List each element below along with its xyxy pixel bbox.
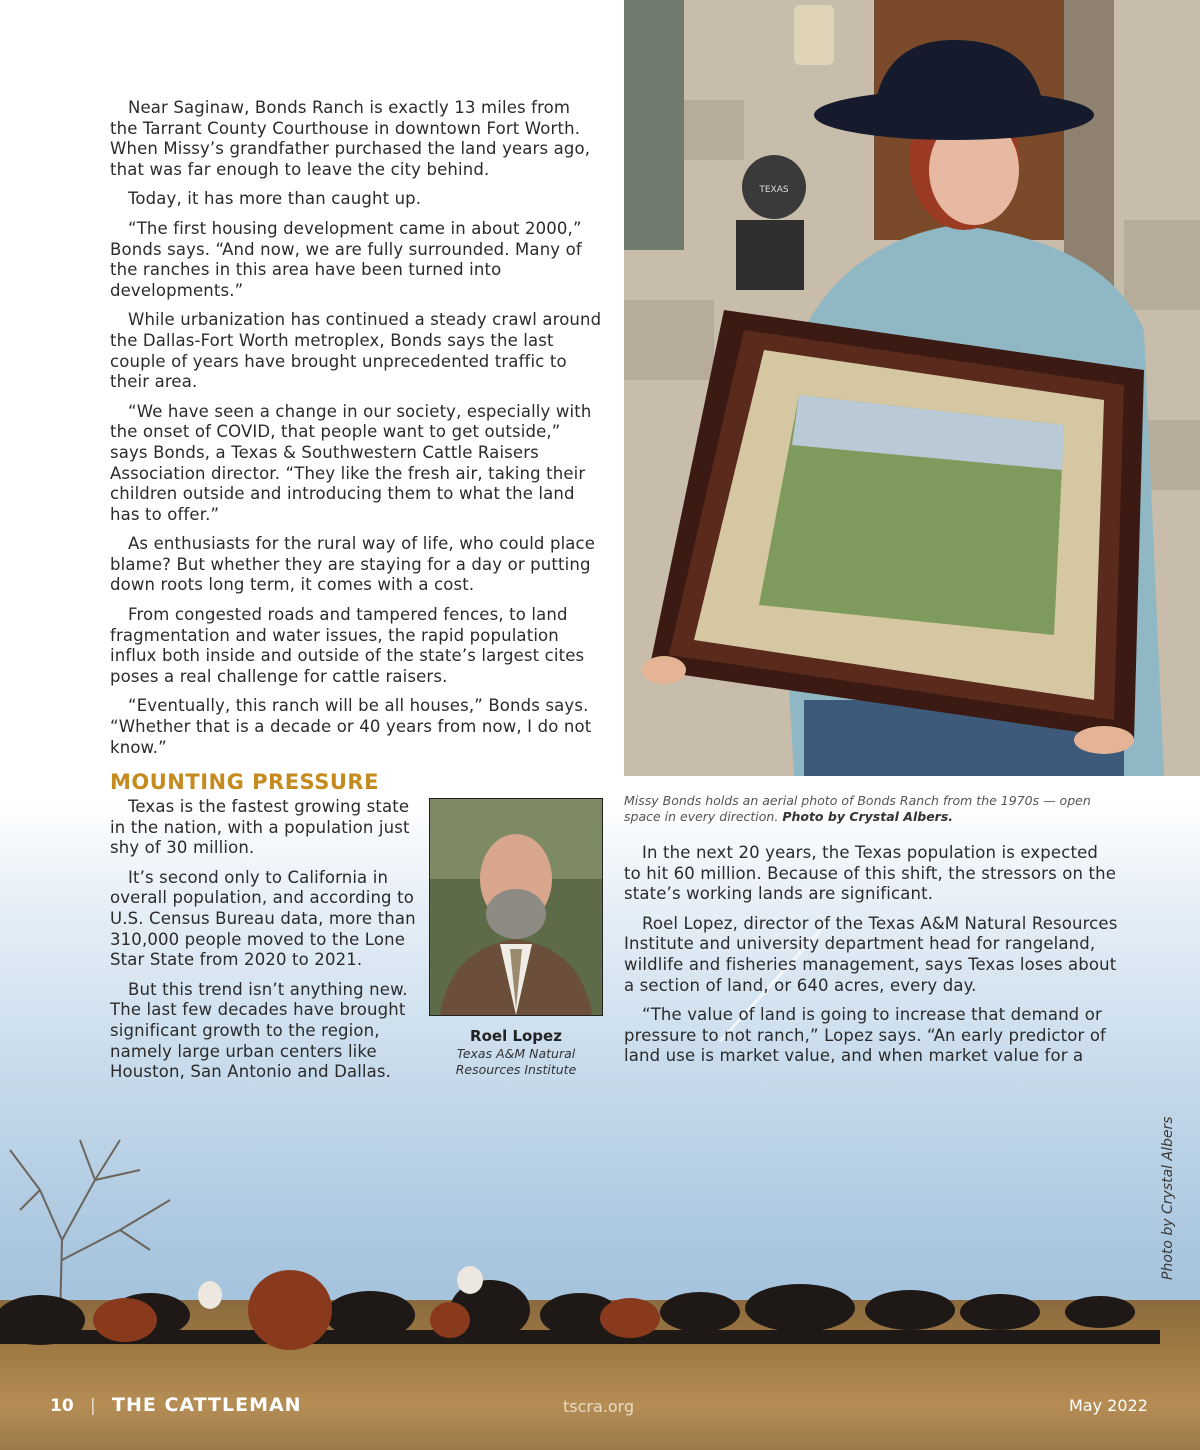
paragraph: As enthusiasts for the rural way of life, who could place blame? But whether they are staying for a day or putting down roots long term, it comes with a cost. <box>110 534 596 595</box>
paragraph: It’s second only to California in overall population, and according to U.S. Census Bureau data, more than 310,000 people moved to the Lone Star State from 2020 to 2021. <box>110 867 416 970</box>
paragraph: Roel Lopez, director of the Texas A&M Natural Resources Institute and university department head for rangeland, wildlife and fisheries management, says Texas loses about a section of land, or 640 acres, every day. <box>624 913 1118 995</box>
headshot-org: Texas A&M Natural Resources Institute <box>455 1046 577 1077</box>
paragraph: “The value of land is going to increase that demand or pressure to not ranch,” Lopez says. “An early predictor of land use is market value, and when market value for a <box>624 1005 1107 1066</box>
paragraph: Today, it has more than caught up. <box>128 189 422 209</box>
paragraph: In the next 20 years, the Texas population is expected to hit 60 million. Because of this shift, the stressors on the state’s working lands are significant. <box>624 843 1117 904</box>
main-photo <box>624 0 1200 776</box>
magazine-name: THE CATTLEMAN <box>112 1394 302 1416</box>
footer-separator: | <box>90 1396 96 1416</box>
paragraph: “We have seen a change in our society, especially with the onset of COVID, that people want to get outside,” says Bonds, a Texas & Southwestern Cattle Raisers Association director. “They like the fresh air, taking their children outside and introducing them to what the land has to offer.” <box>110 401 592 524</box>
caption-text: Missy Bonds holds an aerial photo of Bonds Ranch from the 1970s — open space in every direction. <box>624 793 1091 824</box>
headshot-photo <box>429 798 603 1016</box>
background-photo-credit: Photo by Crystal Albers <box>1160 1116 1176 1280</box>
page-number: 10 <box>50 1396 74 1416</box>
plaque-text: TEXAS <box>759 185 789 195</box>
issue-date: May 2022 <box>1069 1396 1148 1415</box>
headshot-name: Roel Lopez <box>470 1027 562 1045</box>
cattle-herd <box>0 1220 1200 1370</box>
article-column-1 <box>110 98 602 767</box>
paragraph: From congested roads and tampered fences, to land fragmentation and water issues, the rapid population influx both inside and outside of the state’s largest cites poses a real challenge for cattle raisers. <box>110 605 585 686</box>
paragraph: Near Saginaw, Bonds Ranch is exactly 13 miles from the Tarrant County Courthouse in downtown Fort Worth. When Missy’s grandfather purchased the land years ago, that was far enough to leave the city behind. <box>110 98 591 179</box>
photo-caption <box>624 793 1124 825</box>
paragraph: “The first housing development came in about 2000,” Bonds says. “And now, we are fully surrounded. Many of the ranches in this area have been turned into developments.” <box>110 218 582 300</box>
article-column-3 <box>624 843 1119 1076</box>
website-link[interactable]: tscra.org <box>563 1397 635 1416</box>
caption-credit: Photo by Crystal Albers. <box>782 809 954 824</box>
paragraph: But this trend isn’t anything new. The last few decades have brought significant growth to the region, namely large urban centers like Houston, San Antonio and Dallas. <box>110 979 408 1082</box>
section-heading: MOUNTING PRESSURE <box>110 770 379 794</box>
paragraph: “Eventually, this ranch will be all houses,” Bonds says. “Whether that is a decade or 40 years from now, I do not know.” <box>110 696 592 757</box>
paragraph: While urbanization has continued a steady crawl around the Dallas-Fort Worth metroplex, Bonds says the last couple of years have brought unprecedented traffic to their area. <box>110 310 602 392</box>
photo-scene <box>624 0 1200 776</box>
paragraph: Texas is the fastest growing state in the nation, with a population just shy of 30 million. <box>110 797 410 858</box>
article-column-2 <box>110 797 422 1092</box>
